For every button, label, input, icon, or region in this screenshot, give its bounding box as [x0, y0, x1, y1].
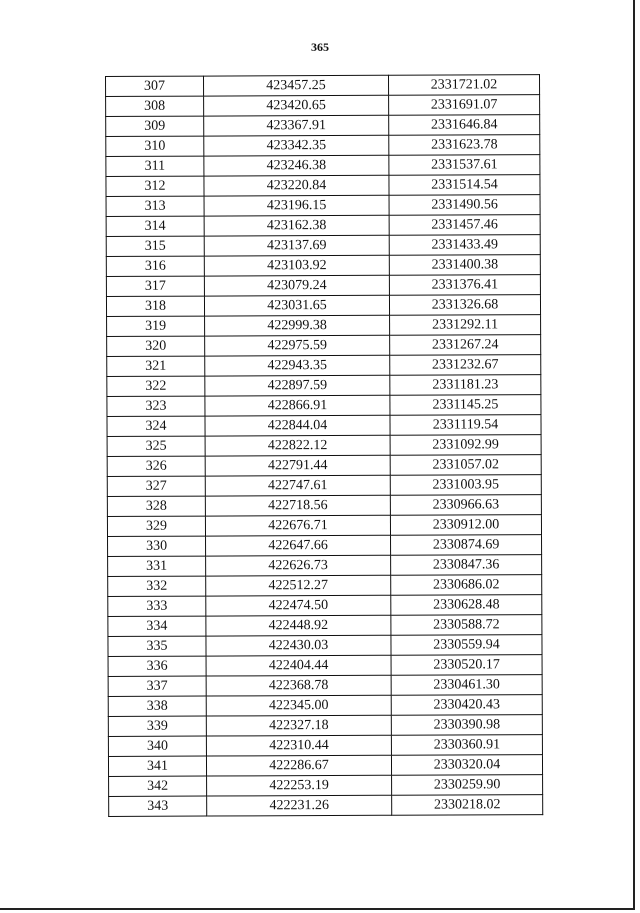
- y-coordinate-cell: 2330559.94: [391, 635, 542, 656]
- point-number-cell: 314: [106, 216, 204, 236]
- table-row: [106, 135, 540, 157]
- table-row: [108, 715, 542, 737]
- x-coordinate-cell: 422999.38: [205, 315, 390, 336]
- y-coordinate-cell: 2331376.41: [389, 275, 540, 296]
- x-coordinate-cell: 422404.44: [206, 655, 391, 676]
- table-row: [106, 115, 540, 137]
- table-row: [106, 235, 540, 257]
- y-coordinate-cell: 2331646.84: [389, 115, 540, 136]
- table-row: [108, 675, 542, 697]
- table-row: [108, 635, 542, 657]
- point-number-cell: 319: [107, 316, 205, 336]
- table-row: [109, 775, 543, 797]
- table-row: [108, 555, 542, 577]
- y-coordinate-cell: 2330520.17: [391, 655, 542, 676]
- point-number-cell: 308: [106, 96, 204, 116]
- point-number-cell: 333: [108, 596, 206, 616]
- table-row: [108, 595, 542, 617]
- table-row: [107, 315, 541, 337]
- point-number-cell: 313: [106, 196, 204, 216]
- table-row: [107, 355, 541, 377]
- y-coordinate-cell: 2331181.23: [390, 375, 541, 396]
- table-row: [107, 495, 541, 517]
- y-coordinate-cell: 2331457.46: [389, 215, 540, 236]
- table-row: [108, 575, 542, 597]
- x-coordinate-cell: 422647.66: [206, 535, 391, 556]
- x-coordinate-cell: 422844.04: [205, 415, 390, 436]
- point-number-cell: 321: [107, 356, 205, 376]
- y-coordinate-cell: 2331400.38: [389, 255, 540, 276]
- y-coordinate-cell: 2331721.02: [388, 75, 539, 96]
- x-coordinate-cell: 423246.38: [204, 155, 389, 176]
- x-coordinate-cell: 422943.35: [205, 355, 390, 376]
- y-coordinate-cell: 2331537.61: [389, 155, 540, 176]
- y-coordinate-cell: 2331092.99: [390, 435, 541, 456]
- x-coordinate-cell: 422822.12: [205, 435, 390, 456]
- table-row: [106, 215, 540, 237]
- x-coordinate-cell: 422866.91: [205, 395, 390, 416]
- y-coordinate-cell: 2330360.91: [391, 735, 542, 756]
- y-coordinate-cell: 2331490.56: [389, 195, 540, 216]
- point-number-cell: 337: [108, 676, 206, 696]
- x-coordinate-cell: 423457.25: [204, 75, 389, 96]
- table-row: [108, 755, 542, 777]
- y-coordinate-cell: 2330966.63: [390, 495, 541, 516]
- x-coordinate-cell: 422975.59: [205, 335, 390, 356]
- y-coordinate-cell: 2330420.43: [391, 695, 542, 716]
- point-number-cell: 316: [106, 256, 204, 276]
- coordinates-table-body: [106, 75, 543, 817]
- y-coordinate-cell: 2331623.78: [389, 135, 540, 156]
- y-coordinate-cell: 2330912.00: [390, 515, 541, 536]
- point-number-cell: 330: [108, 536, 206, 556]
- x-coordinate-cell: 422231.26: [207, 795, 392, 816]
- x-coordinate-cell: 422310.44: [206, 735, 391, 756]
- x-coordinate-cell: 423137.69: [204, 235, 389, 256]
- x-coordinate-cell: 422448.92: [206, 615, 391, 636]
- y-coordinate-cell: 2330320.04: [391, 755, 542, 776]
- table-row: [108, 615, 542, 637]
- table-row: [106, 95, 540, 117]
- point-number-cell: 320: [107, 336, 205, 356]
- point-number-cell: 328: [107, 496, 205, 516]
- point-number-cell: 324: [107, 416, 205, 436]
- point-number-cell: 317: [106, 276, 204, 296]
- table-row: [108, 535, 542, 557]
- x-coordinate-cell: 423162.38: [204, 215, 389, 236]
- y-coordinate-cell: 2330218.02: [392, 795, 543, 816]
- y-coordinate-cell: 2330461.30: [391, 675, 542, 696]
- point-number-cell: 342: [109, 776, 207, 796]
- table-row: [106, 195, 540, 217]
- y-coordinate-cell: 2330588.72: [391, 615, 542, 636]
- table-row: [106, 255, 540, 277]
- point-number-cell: 329: [107, 516, 205, 536]
- x-coordinate-cell: 422626.73: [206, 555, 391, 576]
- point-number-cell: 318: [106, 296, 204, 316]
- table-row: [107, 435, 541, 457]
- x-coordinate-cell: 422676.71: [205, 515, 390, 536]
- table-row: [107, 375, 541, 397]
- point-number-cell: 331: [108, 556, 206, 576]
- table-row: [107, 335, 541, 357]
- x-coordinate-cell: 423103.92: [204, 255, 389, 276]
- point-number-cell: 310: [106, 136, 204, 156]
- y-coordinate-cell: 2331326.68: [389, 295, 540, 316]
- x-coordinate-cell: 423342.35: [204, 135, 389, 156]
- x-coordinate-cell: 422345.00: [206, 695, 391, 716]
- y-coordinate-cell: 2330259.90: [392, 775, 543, 796]
- x-coordinate-cell: 422897.59: [205, 375, 390, 396]
- point-number-cell: 311: [106, 156, 204, 176]
- point-number-cell: 309: [106, 116, 204, 136]
- point-number-cell: 339: [108, 716, 206, 736]
- x-coordinate-cell: 423220.84: [204, 175, 389, 196]
- table-row: [107, 395, 541, 417]
- point-number-cell: 322: [107, 376, 205, 396]
- y-coordinate-cell: 2330874.69: [391, 535, 542, 556]
- point-number-cell: 323: [107, 396, 205, 416]
- page-number: 365: [311, 40, 329, 54]
- y-coordinate-cell: 2331292.11: [390, 315, 541, 336]
- y-coordinate-cell: 2331433.49: [389, 235, 540, 256]
- x-coordinate-cell: 422368.78: [206, 675, 391, 696]
- x-coordinate-cell: 422430.03: [206, 635, 391, 656]
- point-number-cell: 340: [108, 736, 206, 756]
- point-number-cell: 338: [108, 696, 206, 716]
- point-number-cell: 343: [109, 796, 207, 816]
- table-row: [106, 175, 540, 197]
- y-coordinate-cell: 2331003.95: [390, 475, 541, 496]
- y-coordinate-cell: 2331514.54: [389, 175, 540, 196]
- table-row: [107, 415, 541, 437]
- table-row: [106, 75, 540, 97]
- point-number-cell: 334: [108, 616, 206, 636]
- x-coordinate-cell: 423079.24: [204, 275, 389, 296]
- y-coordinate-cell: 2331267.24: [390, 335, 541, 356]
- table-row: [107, 515, 541, 537]
- x-coordinate-cell: 422327.18: [206, 715, 391, 736]
- point-number-cell: 307: [106, 76, 204, 96]
- point-number-cell: 336: [108, 656, 206, 676]
- y-coordinate-cell: 2330390.98: [391, 715, 542, 736]
- x-coordinate-cell: 422253.19: [207, 775, 392, 796]
- point-number-cell: 327: [107, 476, 205, 496]
- point-number-cell: 341: [108, 756, 206, 776]
- y-coordinate-cell: 2330847.36: [391, 555, 542, 576]
- table-row: [106, 275, 540, 297]
- table-row: [107, 455, 541, 477]
- table-row: [109, 795, 543, 817]
- y-coordinate-cell: 2331145.25: [390, 395, 541, 416]
- y-coordinate-cell: 2331119.54: [390, 415, 541, 436]
- table-row: [108, 695, 542, 717]
- point-number-cell: 325: [107, 436, 205, 456]
- x-coordinate-cell: 423031.65: [204, 295, 389, 316]
- table-row: [108, 735, 542, 757]
- point-number-cell: 312: [106, 176, 204, 196]
- y-coordinate-cell: 2331232.67: [390, 355, 541, 376]
- point-number-cell: 326: [107, 456, 205, 476]
- y-coordinate-cell: 2330628.48: [391, 595, 542, 616]
- table-row: [106, 295, 540, 317]
- x-coordinate-cell: 422747.61: [205, 475, 390, 496]
- x-coordinate-cell: 422791.44: [205, 455, 390, 476]
- table-row: [108, 655, 542, 677]
- x-coordinate-cell: 423420.65: [204, 95, 389, 116]
- x-coordinate-cell: 423367.91: [204, 115, 389, 136]
- point-number-cell: 315: [106, 236, 204, 256]
- coordinates-table: [105, 74, 543, 817]
- table-row: [107, 475, 541, 497]
- x-coordinate-cell: 423196.15: [204, 195, 389, 216]
- x-coordinate-cell: 422512.27: [206, 575, 391, 596]
- x-coordinate-cell: 422286.67: [206, 755, 391, 776]
- point-number-cell: 332: [108, 576, 206, 596]
- y-coordinate-cell: 2331691.07: [389, 95, 540, 116]
- y-coordinate-cell: 2331057.02: [390, 455, 541, 476]
- x-coordinate-cell: 422718.56: [205, 495, 390, 516]
- point-number-cell: 335: [108, 636, 206, 656]
- table-row: [106, 155, 540, 177]
- x-coordinate-cell: 422474.50: [206, 595, 391, 616]
- y-coordinate-cell: 2330686.02: [391, 575, 542, 596]
